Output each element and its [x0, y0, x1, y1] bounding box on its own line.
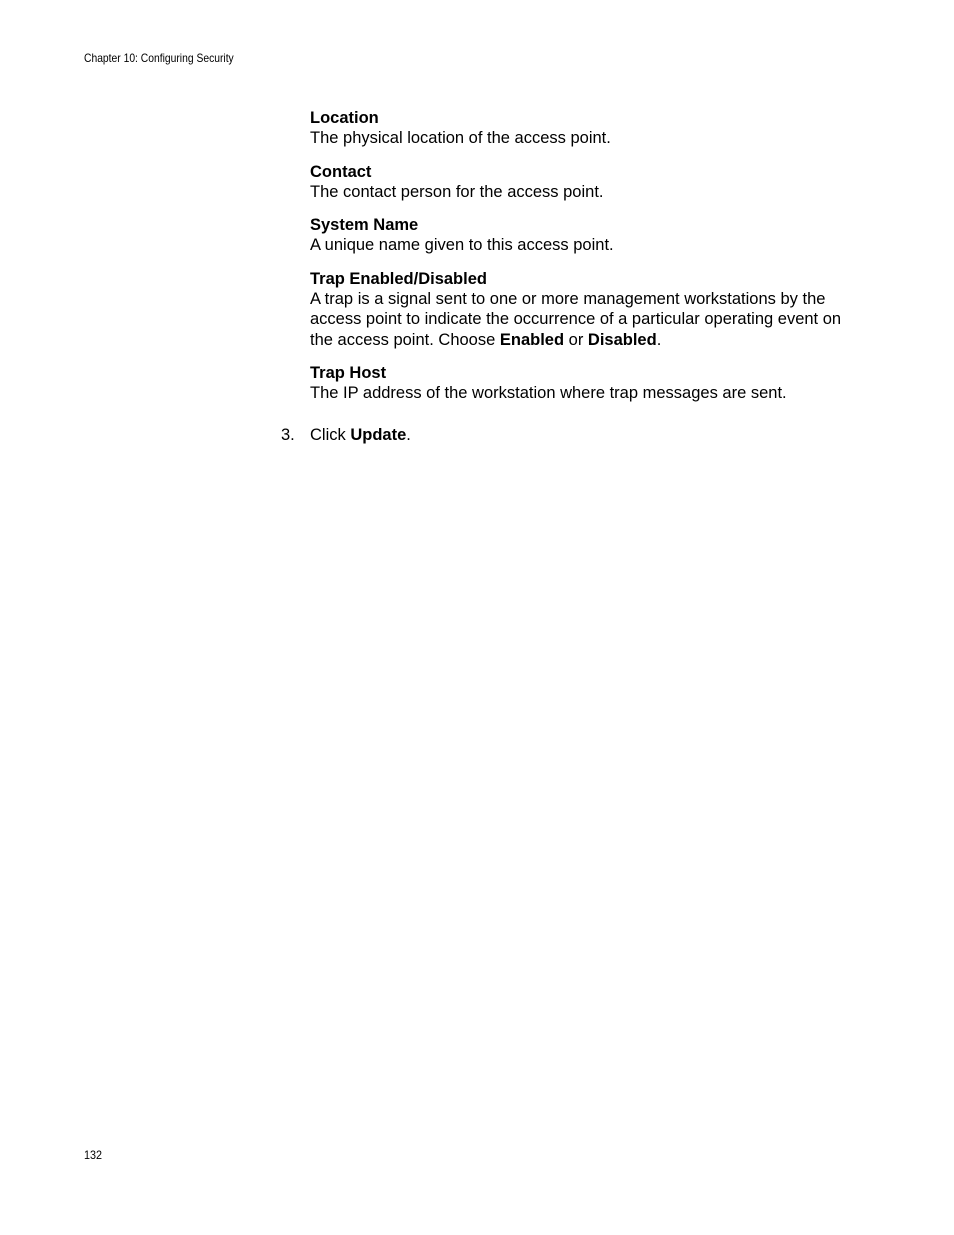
definition-system-name	[310, 215, 850, 256]
description-trap-host: The IP address of the workstation where trap messages are sent.	[310, 384, 787, 402]
option-disabled: Disabled	[587, 330, 657, 349]
step-text: Click	[310, 426, 351, 444]
step-action-update: Update	[350, 426, 407, 444]
description-trap-or: or	[564, 330, 588, 349]
option-enabled: Enabled	[499, 330, 565, 349]
page-number: 132	[84, 1148, 103, 1162]
running-header: Chapter 10: Configuring Security	[84, 51, 234, 65]
definition-contact	[310, 162, 850, 203]
description-trap-end: .	[656, 330, 662, 349]
term-trap-enabled: Trap Enabled/Disabled	[310, 269, 487, 288]
definition-trap-host	[310, 363, 850, 404]
term-system-name: System Name	[310, 216, 419, 234]
definition-location	[310, 108, 850, 149]
term-location: Location	[310, 109, 379, 127]
description-location: The physical location of the access point.	[310, 129, 611, 147]
definition-trap-enabled	[310, 269, 850, 351]
description-system-name: A unique name given to this access point.	[310, 236, 614, 254]
description-contact: The contact person for the access point.	[310, 182, 604, 201]
term-contact: Contact	[310, 162, 372, 181]
description-trap-text: A trap is a signal sent to one or more management workstations by the access point to indicate the occurrence of a particular operating event on the access point. Choose	[310, 289, 842, 349]
step-text-end: .	[406, 426, 411, 444]
step-number: 3.	[281, 426, 295, 444]
step-3	[281, 425, 411, 445]
description-trap-enabled	[310, 289, 850, 351]
definition-list	[310, 108, 850, 417]
term-trap-host: Trap Host	[310, 364, 387, 382]
